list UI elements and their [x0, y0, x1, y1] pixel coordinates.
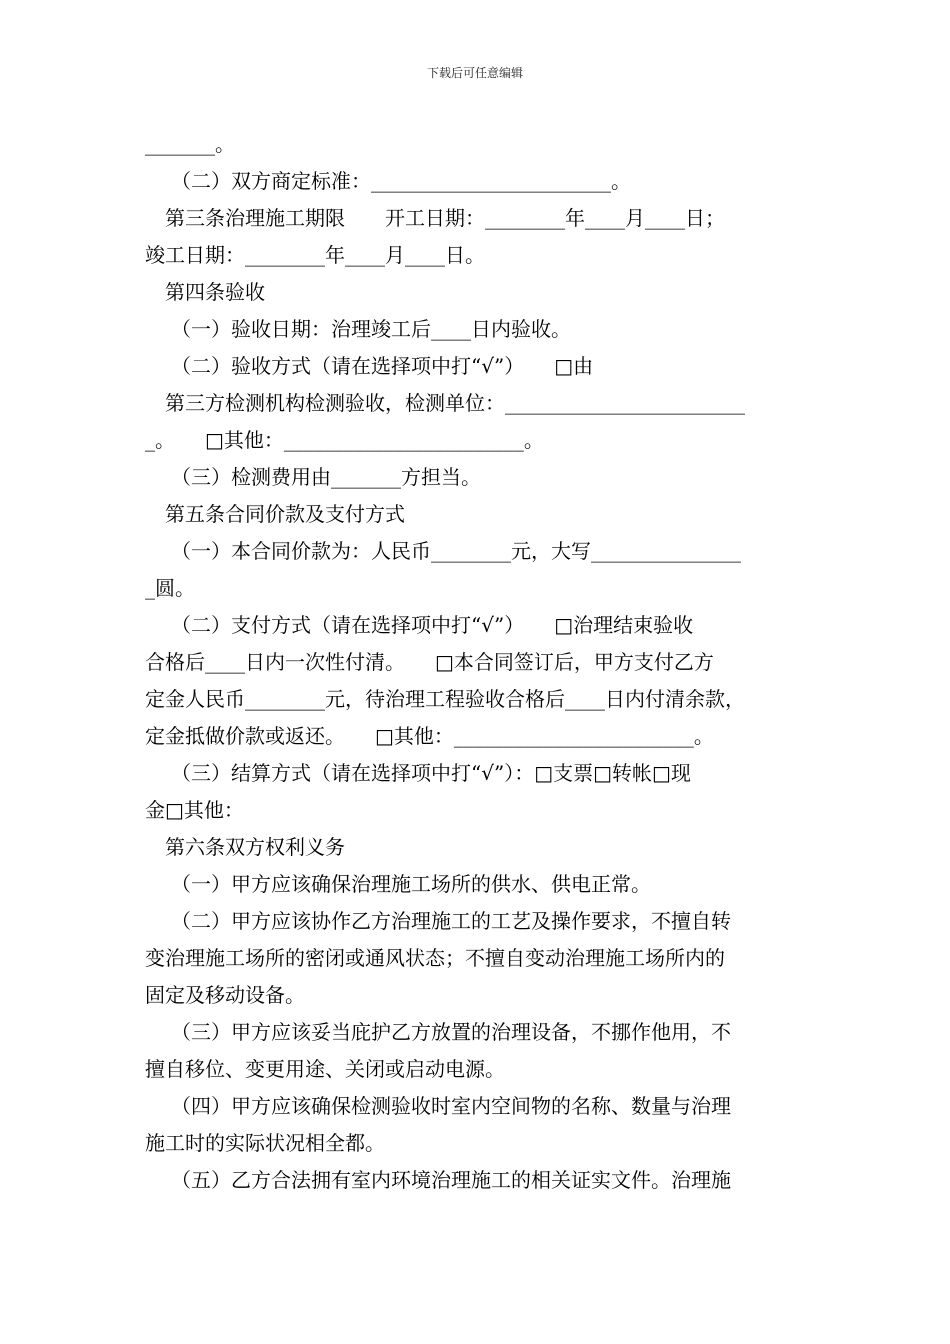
text-line: 第六条双方权利义务: [165, 835, 345, 859]
text-line: 定金人民币________元，待治理工程验收合格后____日内付清余款，: [145, 687, 745, 711]
text-line: （三）甲方应该妥当庇护乙方放置的治理设备，不挪作他用，不: [171, 1020, 731, 1044]
text-line: 定金抵做价款或返还。 □其他：________________________。: [145, 724, 714, 748]
text-line: （一）本合同价款为：人民币________元，大写_______________: [171, 539, 741, 563]
text-line: 第五条合同价款及支付方式: [165, 502, 405, 526]
text-line: 擅自移位、变更用途、关闭或启动电源。: [145, 1057, 505, 1081]
text-line: 变治理施工场所的密闭或通风状态；不擅自变动治理施工场所内的: [145, 946, 725, 970]
text-line: （四）甲方应该确保检测验收时室内空间物的名称、数量与治理: [171, 1094, 731, 1118]
text-line: 固定及移动设备。: [145, 983, 305, 1007]
text-line: 合格后____日内一次性付清。 □本合同签订后，甲方支付乙方: [145, 650, 714, 674]
text-line: （三）结算方式（请在选择项中打“√”）：□支票□转帐□现: [171, 761, 691, 785]
text-line: _______。: [145, 132, 235, 156]
text-line: （一）甲方应该确保治理施工场所的供水、供电正常。: [171, 872, 651, 896]
text-line: 第四条验收: [165, 280, 265, 304]
text-line: 竣工日期：________年____月____日。: [145, 243, 485, 267]
text-line: （一）验收日期：治理竣工后____日内验收。: [171, 317, 571, 341]
text-line: _。 □其他：________________________。: [145, 428, 544, 452]
text-line: （二）支付方式（请在选择项中打“√”） □治理结束验收: [171, 613, 694, 637]
text-line: （二）甲方应该协作乙方治理施工的工艺及操作要求，不擅自转: [171, 909, 731, 933]
text-line: （二）验收方式（请在选择项中打“√”） □由: [171, 354, 594, 378]
page-header: 下载后可任意编辑: [426, 66, 523, 80]
text-line: _圆。: [145, 576, 195, 600]
text-line: 金□其他：: [145, 798, 244, 822]
text-line: 第三条治理施工期限 开工日期：________年____月____日；: [165, 206, 725, 230]
text-line: （三）检测费用由_______方担当。: [171, 465, 481, 489]
text-line: （五）乙方合法拥有室内环境治理施工的相关证实文件。治理施: [171, 1168, 731, 1192]
document-body: [145, 126, 825, 1199]
text-line: （二）双方商定标准：________________________。: [171, 169, 631, 193]
text-line: 第三方检测机构检测验收，检测单位：________________________: [165, 391, 745, 415]
text-line: 施工时的实际状况相全都。: [145, 1131, 385, 1155]
